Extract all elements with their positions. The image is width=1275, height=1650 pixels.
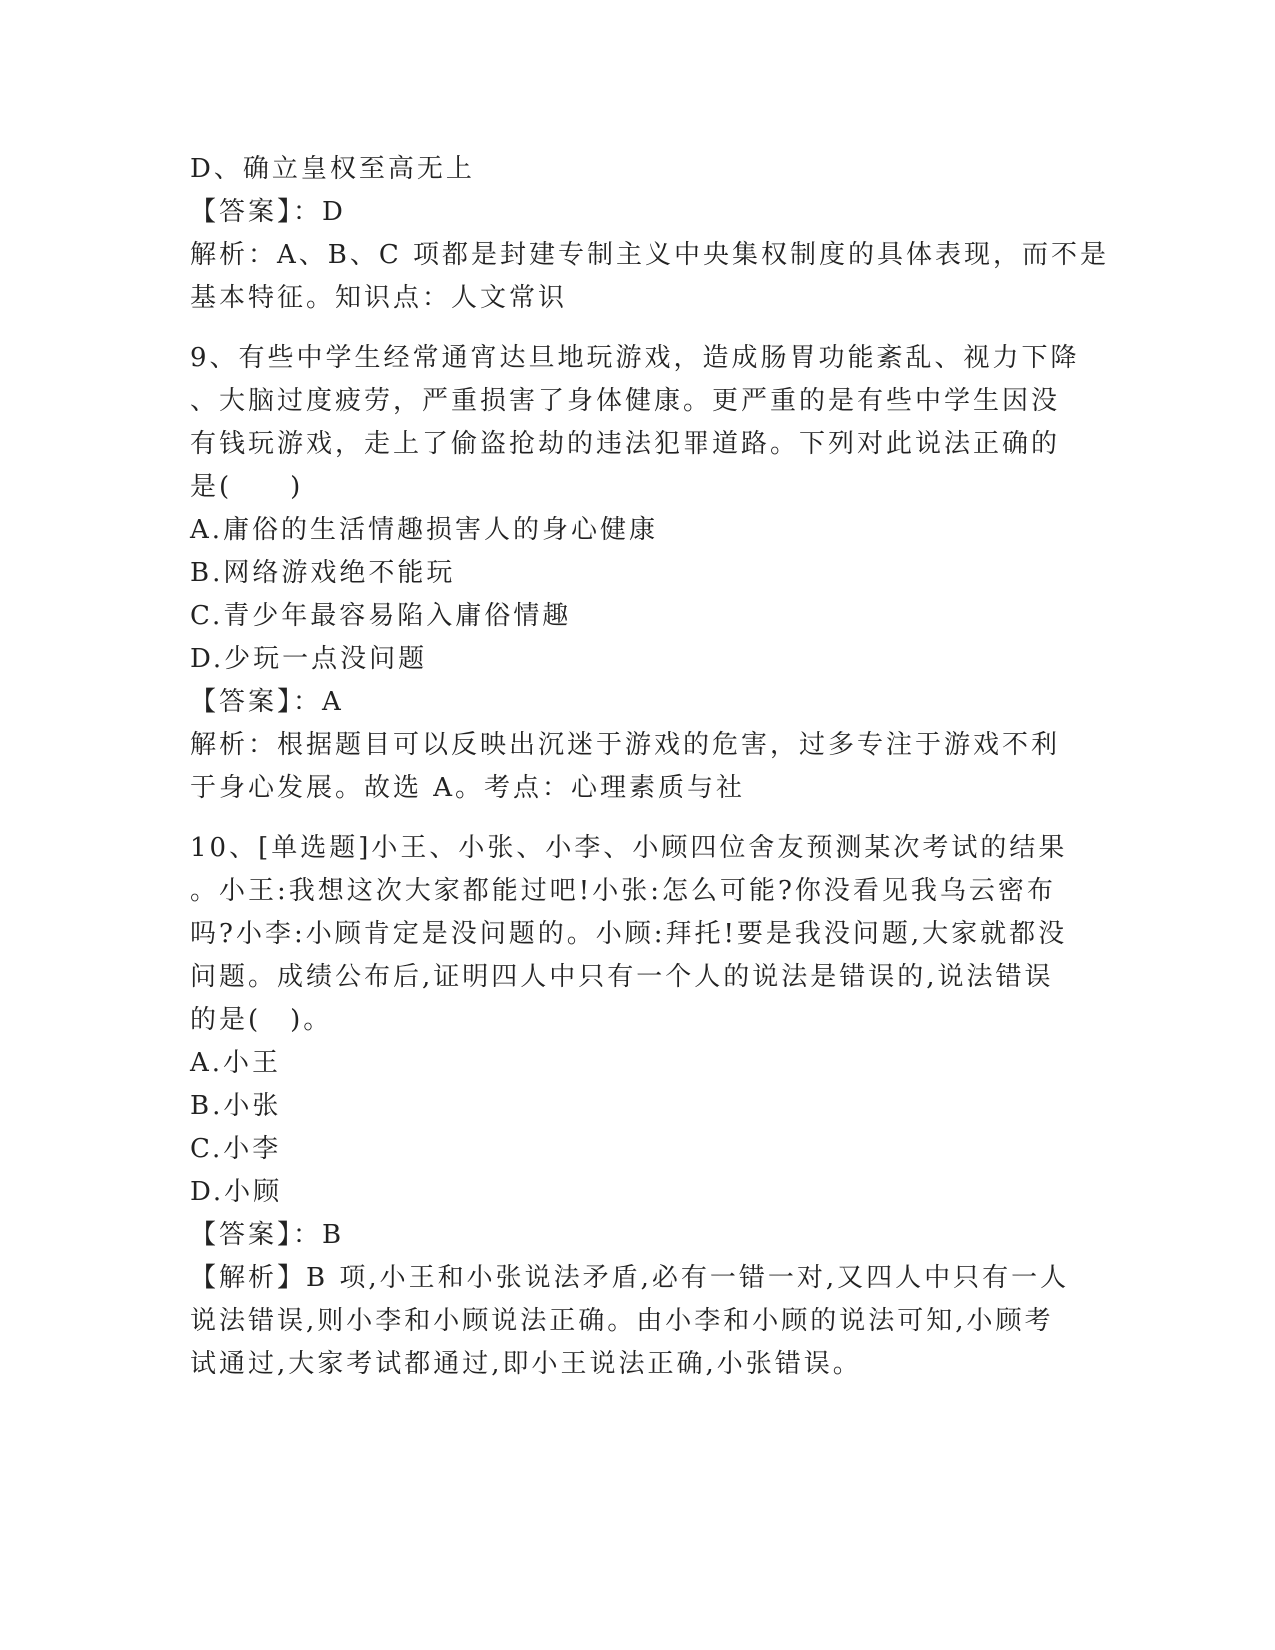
q10-option-d: D.小顾 <box>190 1177 283 1207</box>
spacer <box>190 810 1090 827</box>
q9-analysis-line-1: 解析：根据题目可以反映出沉迷于游戏的危害，过多专注于游戏不利 <box>190 730 1061 760</box>
q9-option-c: C.青少年最容易陷入庸俗情趣 <box>190 601 572 631</box>
q10-answer: 【答案】：B <box>190 1220 345 1250</box>
q8-analysis-line-2: 基本特征。知识点：人文常识 <box>190 283 568 313</box>
q9-option-a: A.庸俗的生活情趣损害人的身心健康 <box>190 515 659 545</box>
q10-option-b: B.小张 <box>190 1091 282 1121</box>
q10-analysis-line-3: 试通过,大家考试都通过,即小王说法正确,小张错误。 <box>190 1349 862 1379</box>
q10-option-c: C.小李 <box>190 1134 282 1164</box>
q10-stem-line-1: 10、[单选题]小王、小张、小李、小顾四位舍友预测某次考试的结果 <box>190 833 1068 863</box>
q9-answer: 【答案】：A <box>190 687 344 717</box>
document-body <box>190 148 1110 1386</box>
q10-stem-line-4: 问题。成绩公布后,证明四人中只有一个人的说法是错误的,说法错误 <box>190 962 1054 992</box>
spacer <box>190 320 1090 337</box>
q10-stem-line-2: 。小王:我想这次大家都能过吧!小张:怎么可能?你没看见我乌云密布 <box>190 876 1056 906</box>
q8-option-d: D、确立皇权至高无上 <box>190 154 475 184</box>
q9-stem-line-2: 、大脑过度疲劳，严重损害了身体健康。更严重的是有些中学生因没 <box>190 386 1061 416</box>
q10-option-a: A.小王 <box>190 1048 282 1078</box>
q10-analysis-line-2: 说法错误,则小李和小顾说法正确。由小李和小顾的说法可知,小顾考 <box>190 1306 1054 1336</box>
q10-stem-line-5: 的是( )。 <box>190 1005 333 1035</box>
q9-stem-line-4: 是( ) <box>190 472 304 502</box>
q9-stem-line-1: 9、有些中学生经常通宵达旦地玩游戏，造成肠胃功能紊乱、视力下降 <box>190 343 1080 373</box>
q8-answer: 【答案】：D <box>190 197 346 227</box>
q9-option-b: B.网络游戏绝不能玩 <box>190 558 456 588</box>
q10-analysis-line-1: 【解析】B 项,小王和小张说法矛盾,必有一错一对,又四人中只有一人 <box>190 1263 1070 1293</box>
q9-stem-line-3: 有钱玩游戏，走上了偷盗抢劫的违法犯罪道路。下列对此说法正确的 <box>190 429 1061 459</box>
q9-option-d: D.少玩一点没问题 <box>190 644 428 674</box>
q10-stem-line-3: 吗?小李:小顾肯定是没问题的。小顾:拜托!要是我没问题,大家就都没 <box>190 919 1068 949</box>
q9-analysis-line-2: 于身心发展。故选 A。考点：心理素质与社 <box>190 773 746 803</box>
q8-analysis-line-1: 解析：A、B、C 项都是封建专制主义中央集权制度的具体表现，而不是 <box>190 240 1110 270</box>
